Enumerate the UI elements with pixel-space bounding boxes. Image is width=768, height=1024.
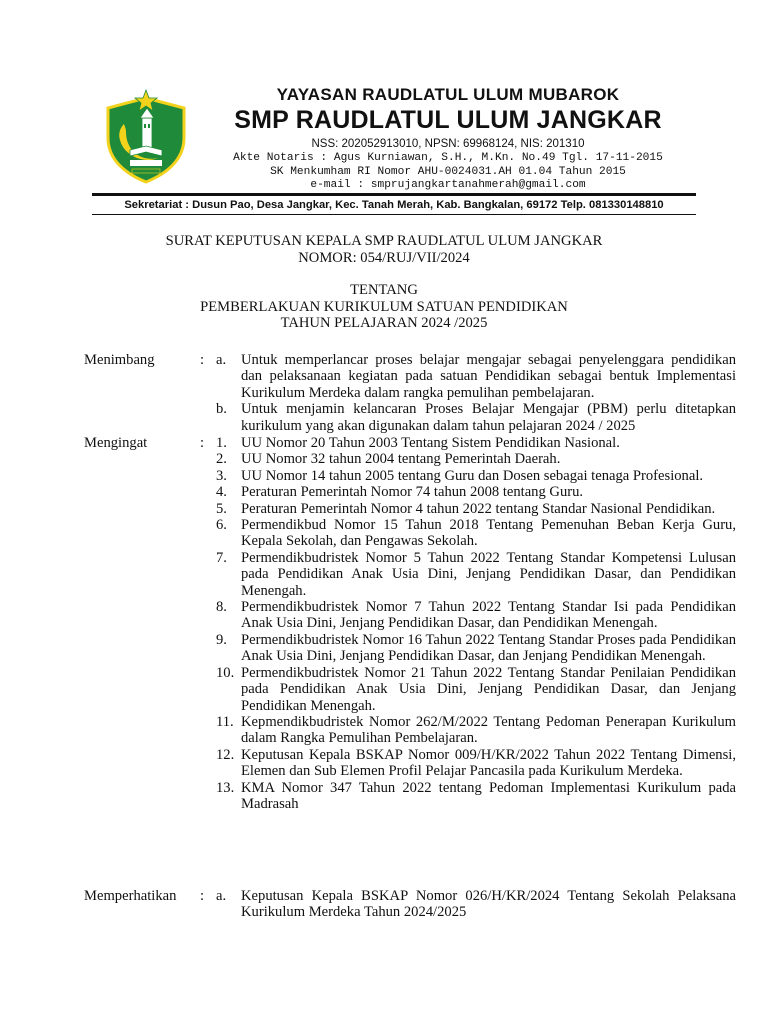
list-item-marker: 3.: [216, 467, 227, 484]
list-item-text: UU Nomor 20 Tahun 2003 Tentang Sistem Pendidikan Nasional.: [241, 435, 620, 451]
list-item-text: Untuk menjamin kelancaran Proses Belajar Mengajar (PBM) perlu ditetapkan kurikulum yang akan digunakan dalam tahun pelajaran 2024 / 2025: [241, 401, 736, 434]
secretariat-address: Sekretariat : Dusun Pao, Desa Jangkar, Kec. Tanah Merah, Kab. Bangkalan, 69172 Telp. 081330148810: [124, 199, 664, 211]
letterhead: [92, 84, 696, 196]
list-item-text: Keputusan Kepala BSKAP Nomor 009/H/KR/2022 Tahun 2022 Tentang Dimensi, Elemen dan Sub Elemen Profil Pelajar Pancasila pada Kurikulum Merdeka.: [241, 746, 736, 780]
list-item: [216, 468, 736, 484]
list-item-text: Peraturan Pemerintah Nomor 4 tahun 2022 tentang Standar Nasional Pendidikan.: [241, 500, 716, 517]
school-identifiers: NSS: 202052913010, NPSN: 69968124, NIS: 201310: [311, 138, 585, 150]
list-item: [216, 550, 736, 599]
list-item-text: Keputusan Kepala BSKAP Nomor 026/H/KR/2024 Tentang Sekolah Pelaksana Kurikulum Merdeka Tahun 2024/2025: [241, 888, 736, 921]
section-colon: :: [200, 435, 205, 451]
list-item-marker: a.: [216, 352, 227, 368]
list-item-marker: 11.: [216, 713, 234, 730]
list-item-text: UU Nomor 32 tahun 2004 tentang Pemerintah Daerah.: [241, 451, 561, 468]
list-item-text: Permendikbudristek Nomor 7 Tahun 2022 Tentang Standar Isi pada Pendidikan Anak Usia Dini, Jenjang Pendidikan Dasar, dan Pendidikan Menengah.: [241, 599, 736, 632]
list-item: [216, 501, 736, 517]
list-item-marker: 5.: [216, 500, 227, 517]
section-label: Mengingat: [84, 435, 148, 451]
list-item: [216, 599, 736, 632]
list-item-text: Permendikbud Nomor 15 Tahun 2018 Tentang Pemenuhan Beban Kerja Guru, Kepala Sekolah, dan Pengawas Sekolah.: [241, 517, 736, 550]
school-name: SMP RAUDLATUL ULUM JANGKAR: [234, 106, 662, 134]
section-label: Menimbang: [84, 352, 155, 368]
list-item-marker: 7.: [216, 549, 227, 566]
section-label: Memperhatikan: [84, 888, 177, 904]
list-item-marker: a.: [216, 888, 227, 904]
section-colon: :: [200, 888, 205, 904]
school-logo-icon: [100, 88, 192, 184]
list-item: [216, 517, 736, 550]
list-item: [216, 451, 736, 467]
list-item: [216, 747, 736, 780]
list-item-marker: 12.: [216, 746, 235, 763]
letterhead-text: [200, 84, 696, 193]
decree-number: NOMOR: 054/RUJ/VII/2024: [298, 249, 470, 266]
list-item-marker: 2.: [216, 451, 227, 468]
section-colon: :: [200, 352, 205, 368]
list-item: [216, 714, 736, 747]
list-item: [216, 352, 736, 401]
notary-deed: Akte Notaris : Agus Kurniawan, S.H., M.Kn. No.49 Tgl. 17-11-2015: [233, 152, 663, 164]
list-item: [216, 484, 736, 500]
decree-title-block: [84, 233, 684, 332]
section-items: [216, 352, 736, 434]
list-item-text: KMA Nomor 347 Tahun 2022 tentang Pedoman Implementasi Kurikulum pada Madrasah: [241, 779, 736, 812]
list-item-marker: 4.: [216, 484, 227, 501]
decree-subject: PEMBERLAKUAN KURIKULUM SATUAN PENDIDIKAN: [200, 298, 568, 315]
list-item-text: Permendikbudristek Nomor 21 Tahun 2022 Tentang Standar Penilaian Pendidikan pada Pendidikan Anak Usia Dini, Jenjang Pendidikan Dasar, dan Jenjang Pendidikan Menengah.: [241, 664, 736, 714]
list-item: [216, 401, 736, 434]
decree-school-year: TAHUN PELAJARAN 2024 /2025: [280, 315, 488, 331]
list-item-marker: 10.: [216, 664, 235, 681]
list-item-marker: 8.: [216, 599, 227, 616]
school-logo: [100, 88, 192, 184]
list-item-marker: 6.: [216, 517, 227, 534]
decree-about-label: TENTANG: [350, 282, 418, 298]
list-item-marker: 1.: [216, 435, 227, 451]
list-item-marker: 9.: [216, 631, 227, 648]
decree-title: SURAT KEPUTUSAN KEPALA SMP RAUDLATUL ULUM JANGKAR: [165, 233, 603, 249]
ministry-decree: SK Menkumham RI Nomor AHU-0024031.AH 01.04 Tahun 2015: [270, 165, 626, 178]
list-item-marker: 13.: [216, 779, 235, 796]
letterhead-rule-thin: [92, 214, 696, 215]
list-item: [216, 665, 736, 714]
list-item-text: UU Nomor 14 tahun 2005 tentang Guru dan Dosen sebagai tenaga Profesional.: [241, 467, 704, 484]
list-item-marker: b.: [216, 401, 227, 418]
section-items: [216, 888, 736, 921]
list-item-text: Kepmendikbudristek Nomor 262/M/2022 Tentang Pedoman Penerapan Kurikulum dalam Rangka Pemulihan Pembelajaran.: [241, 713, 736, 747]
list-item-text: Peraturan Pemerintah Nomor 74 tahun 2008 tentang Guru.: [241, 484, 584, 501]
list-item: [216, 780, 736, 813]
list-item: [216, 435, 736, 451]
list-item: [216, 888, 736, 921]
list-item-text: Untuk memperlancar proses belajar mengajar sebagai penyelenggara pendidikan dan pelaksanaan kegiatan pada satuan Pendidikan sebagai bentuk Implementasi Kurikulum Merdeka dalam rangka pemulihan pembelajaran.: [241, 352, 736, 401]
list-item-text: Permendikbudristek Nomor 5 Tahun 2022 Tentang Standar Kompetensi Lulusan pada Pendidikan Anak Usia Dini, Jenjang Pendidikan Dasar, dan Pendidikan Menengah.: [241, 549, 736, 599]
foundation-name: YAYASAN RAUDLATUL ULUM MUBAROK: [276, 85, 620, 104]
letterhead-rule-thick: [92, 193, 696, 196]
section-items: [216, 435, 736, 812]
school-email: e-mail : smprujangkartanahmerah@gmail.com: [310, 179, 586, 191]
list-item: [216, 632, 736, 665]
list-item-text: Permendikbudristek Nomor 16 Tahun 2022 Tentang Standar Proses pada Pendidikan Anak Usia Dini, Jenjang Pendidikan Dasar, dan Jenjang Pendidikan Menengah.: [241, 631, 736, 665]
